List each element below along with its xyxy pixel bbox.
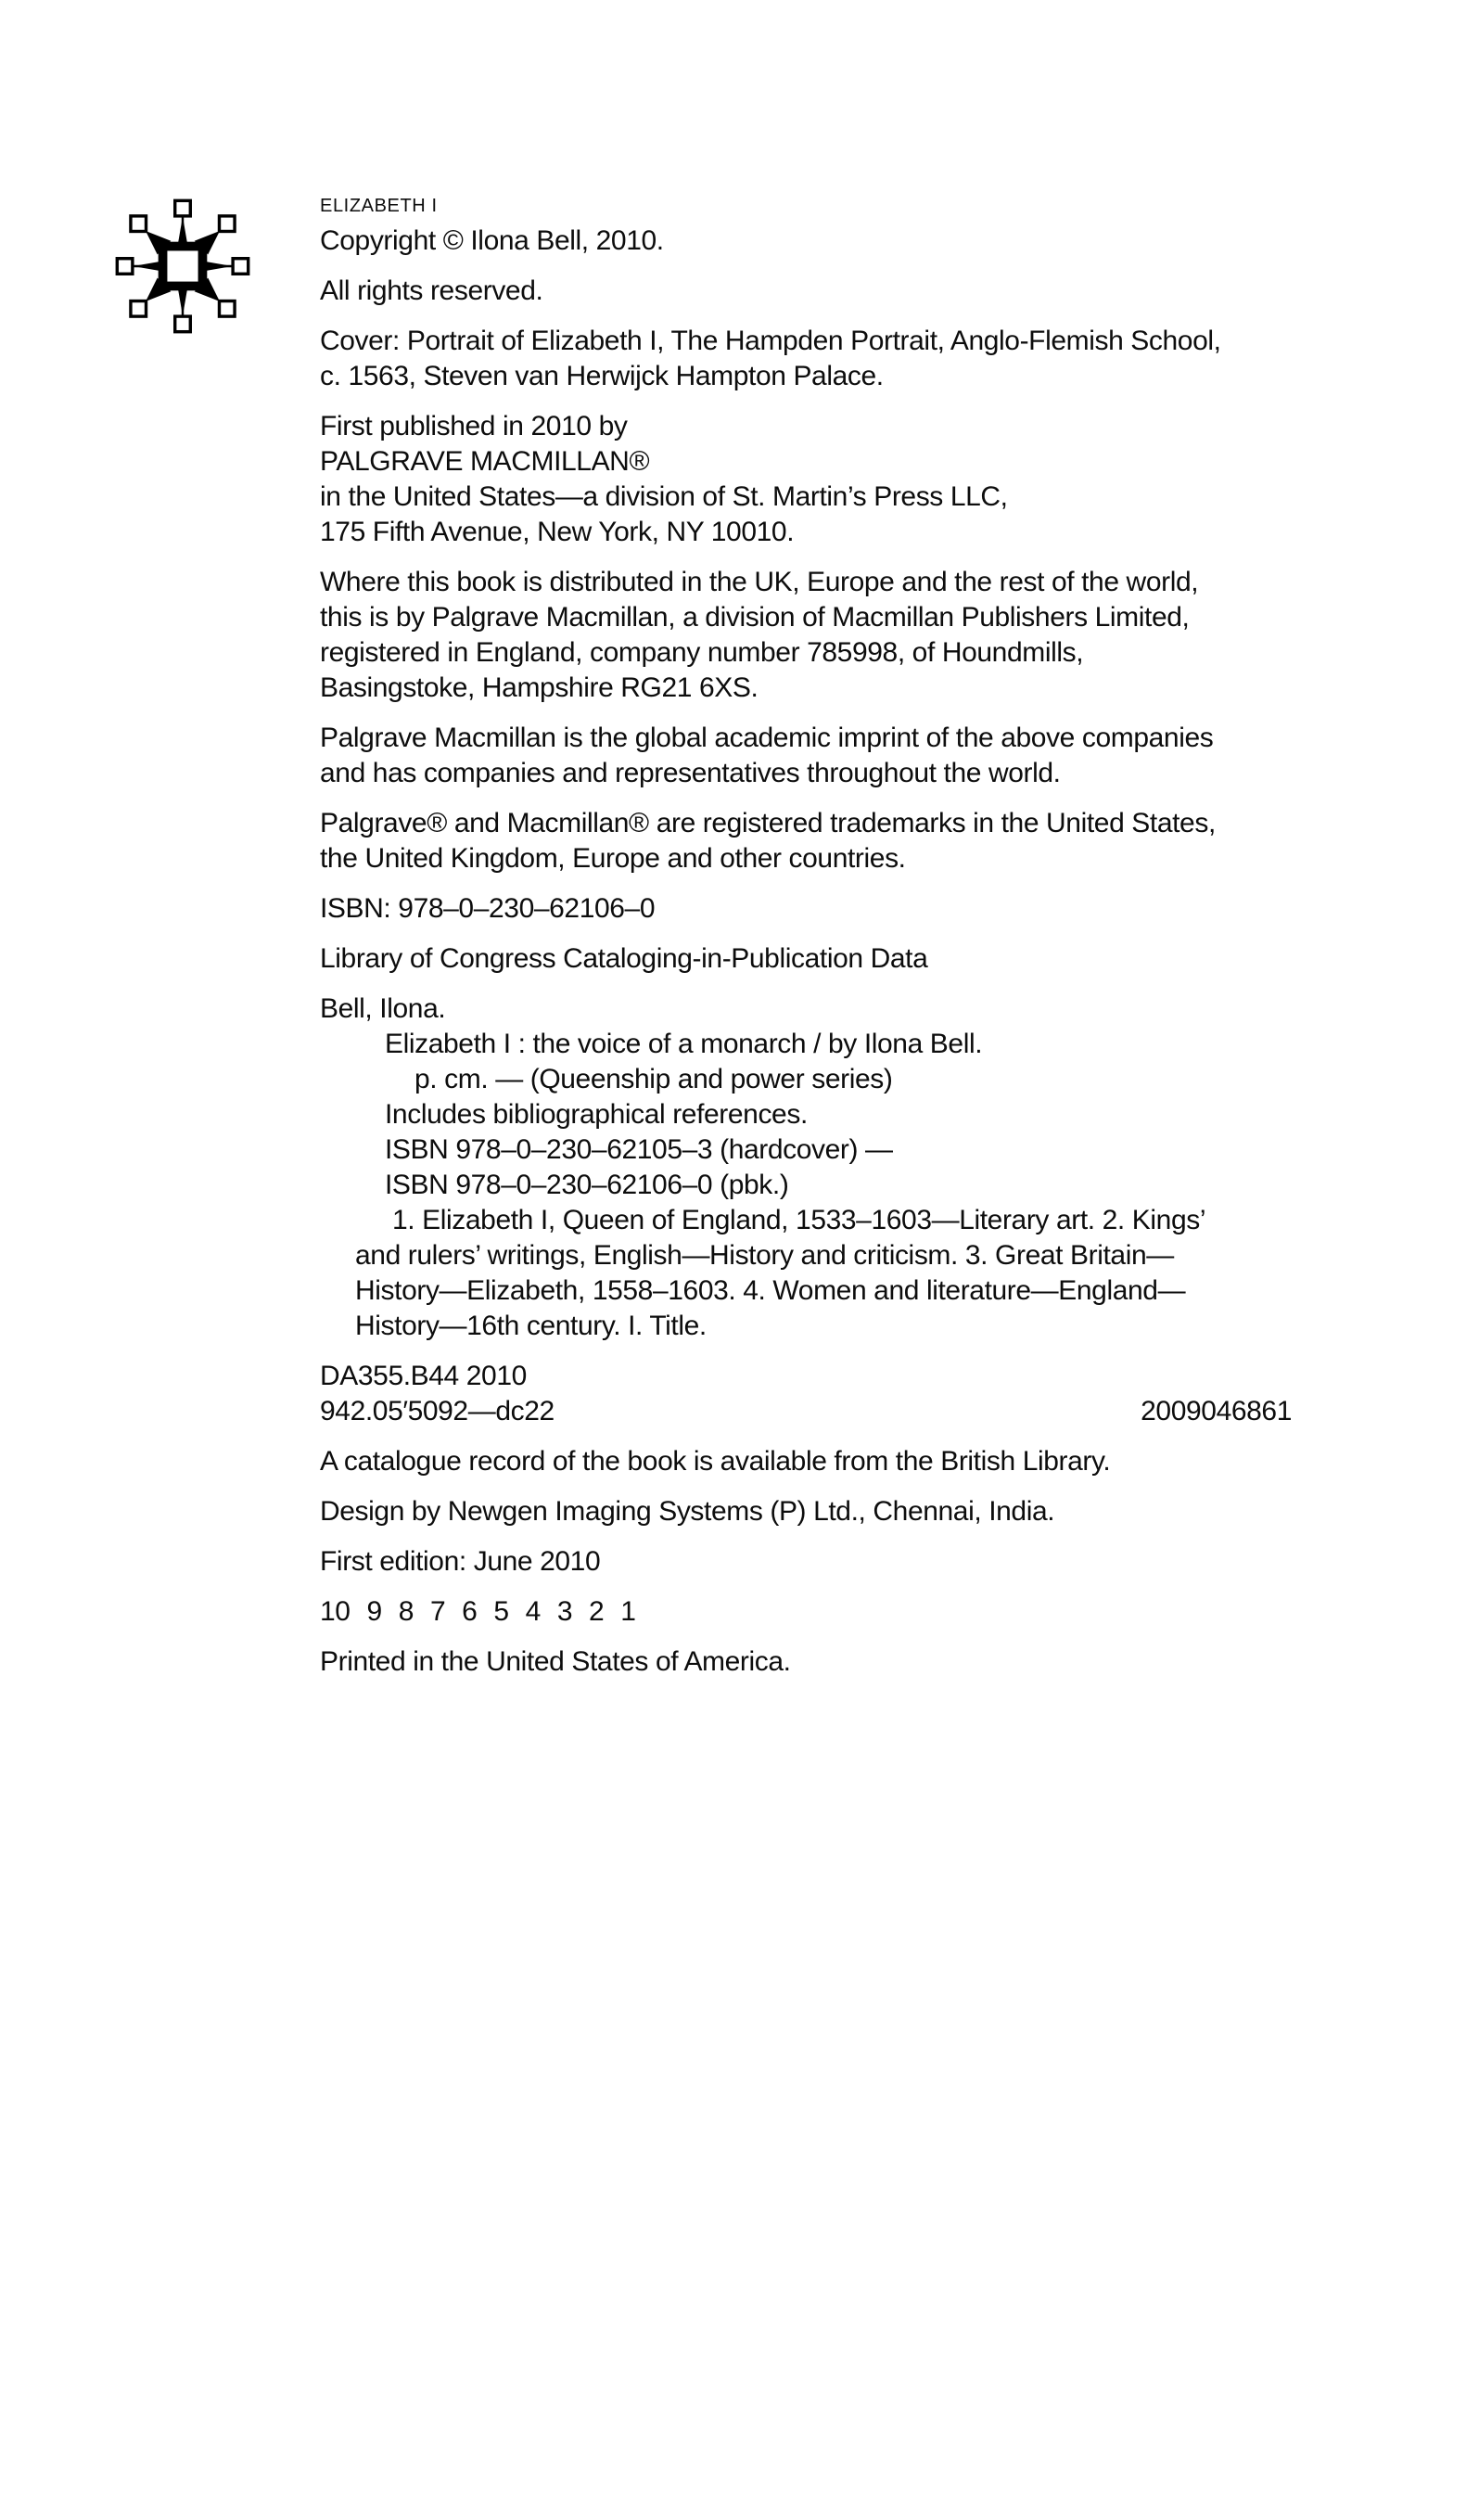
british-library-block bbox=[320, 1444, 1358, 1479]
dewey-lccn-row bbox=[320, 1394, 1292, 1429]
catalog-record-line: p. cm. — (Queenship and power series) bbox=[414, 1064, 893, 1094]
trademarks-line: the United Kingdom, Europe and other countries. bbox=[320, 843, 906, 874]
imprint-line: Palgrave Macmillan is the global academic imprint of the above companies bbox=[320, 723, 1214, 753]
lccn-number: 2009046861 bbox=[1141, 1396, 1292, 1426]
imprint-block bbox=[320, 721, 1358, 791]
copyright-line: Copyright © Ilona Bell, 2010. bbox=[320, 225, 664, 256]
printing-numbers-line: 10 9 8 7 6 5 4 3 2 1 bbox=[320, 1596, 636, 1627]
distribution-line: registered in England, company number 785998, of Houndmills, bbox=[320, 637, 1084, 668]
distribution-line: Where this book is distributed in the UK, Europe and the rest of the world, bbox=[320, 567, 1199, 597]
trademarks-block bbox=[320, 806, 1358, 876]
catalog-record-line: History—Elizabeth, 1558–1603. 4. Women and literature—England— bbox=[355, 1275, 1186, 1306]
trademarks-line: Palgrave® and Macmillan® are registered trademarks in the United States, bbox=[320, 808, 1216, 838]
rights-block bbox=[320, 274, 1358, 309]
book-title-header: ELIZABETH I bbox=[320, 196, 438, 216]
printed-in-line: Printed in the United States of America. bbox=[320, 1646, 791, 1677]
catalog-record-block bbox=[320, 991, 1358, 1344]
publisher-line: First published in 2010 by bbox=[320, 411, 628, 441]
dewey-number: 942.05′5092—dc22 bbox=[320, 1396, 555, 1426]
catalog-record-line: ISBN 978–0–230–62105–3 (hardcover) — bbox=[385, 1134, 893, 1165]
lc-call-number: DA355.B44 2010 bbox=[320, 1361, 527, 1391]
edition-block bbox=[320, 1544, 1358, 1580]
isbn-block bbox=[320, 891, 1358, 927]
publisher-line: in the United States—a division of St. Martin’s Press LLC, bbox=[320, 481, 1008, 512]
publisher-line: PALGRAVE MACMILLAN® bbox=[320, 446, 650, 477]
publisher-line: 175 Fifth Avenue, New York, NY 10010. bbox=[320, 517, 795, 547]
publisher-block bbox=[320, 409, 1358, 550]
british-library-line: A catalogue record of the book is available from the British Library. bbox=[320, 1446, 1111, 1477]
classification-block bbox=[320, 1359, 1358, 1429]
catalog-record-line: 1. Elizabeth I, Queen of England, 1533–1603—Literary art. 2. Kings’ bbox=[392, 1205, 1206, 1235]
catalog-record-line: Includes bibliographical references. bbox=[385, 1099, 808, 1130]
catalog-record-line: History—16th century. I. Title. bbox=[355, 1311, 707, 1341]
edition-line: First edition: June 2010 bbox=[320, 1546, 601, 1577]
printing-numbers-block bbox=[320, 1594, 1358, 1630]
catalog-record-line: and rulers’ writings, English—History and criticism. 3. Great Britain— bbox=[355, 1240, 1174, 1271]
lccn-heading-block bbox=[320, 941, 1358, 977]
cover-credit-line: Cover: Portrait of Elizabeth I, The Hampden Portrait, Anglo-Flemish School, bbox=[320, 326, 1221, 356]
printers-ornament-icon bbox=[110, 194, 255, 339]
catalog-record-line: Elizabeth I : the voice of a monarch / by Ilona Bell. bbox=[385, 1029, 983, 1059]
printed-in-block bbox=[320, 1644, 1358, 1680]
colophon-text-column bbox=[320, 188, 1358, 1695]
distribution-line: Basingstoke, Hampshire RG21 6XS. bbox=[320, 672, 759, 703]
rights-line: All rights reserved. bbox=[320, 275, 543, 306]
cover-credit-line: c. 1563, Steven van Herwijck Hampton Palace. bbox=[320, 361, 884, 391]
catalog-record-line: Bell, Ilona. bbox=[320, 993, 446, 1024]
design-credit-block bbox=[320, 1494, 1358, 1529]
title-copyright-block bbox=[320, 188, 1358, 259]
design-credit-line: Design by Newgen Imaging Systems (P) Ltd., Chennai, India. bbox=[320, 1496, 1055, 1527]
lccn-heading-line: Library of Congress Cataloging-in-Publication Data bbox=[320, 943, 928, 974]
imprint-line: and has companies and representatives throughout the world. bbox=[320, 758, 1061, 788]
distribution-line: this is by Palgrave Macmillan, a division of Macmillan Publishers Limited, bbox=[320, 602, 1190, 633]
distribution-block bbox=[320, 565, 1358, 706]
catalog-record-line: ISBN 978–0–230–62106–0 (pbk.) bbox=[385, 1170, 789, 1200]
cover-credit-block bbox=[320, 324, 1358, 394]
isbn-line: ISBN: 978–0–230–62106–0 bbox=[320, 893, 656, 924]
